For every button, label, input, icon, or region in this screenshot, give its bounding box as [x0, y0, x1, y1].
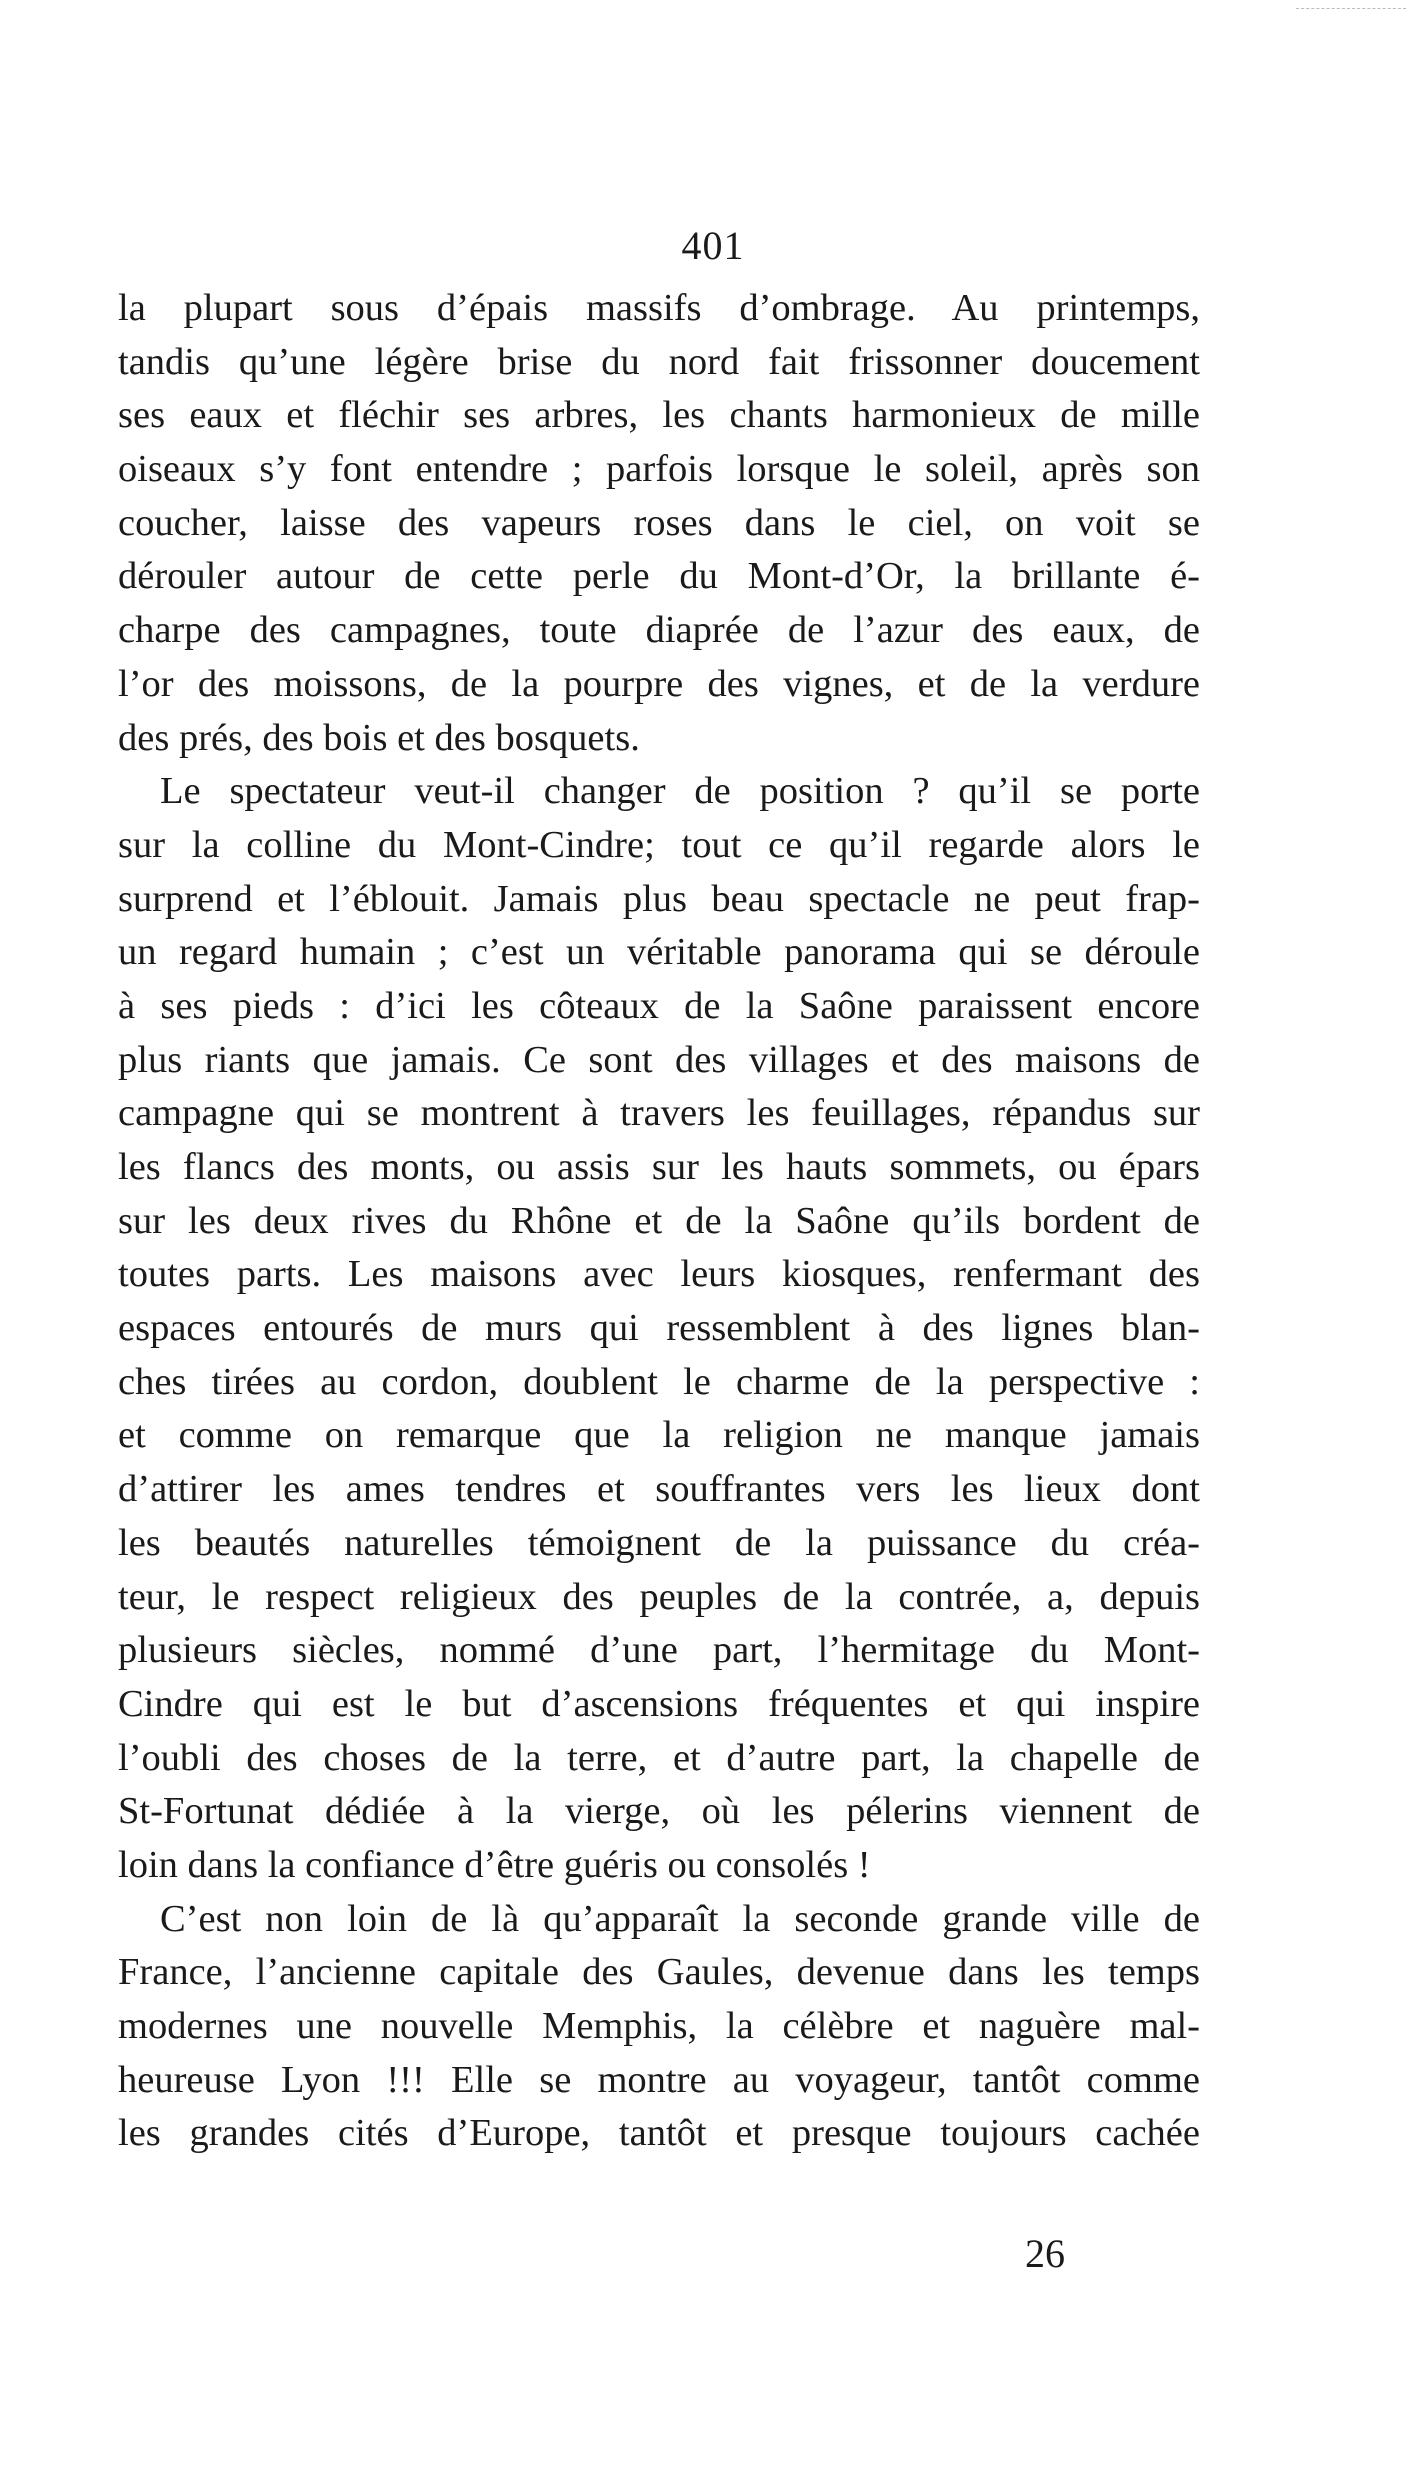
text-line: espaces entourés de murs qui ressemblent à des lignes blan- — [118, 1307, 1200, 1350]
text-line: les grandes cités d’Europe, tantôt et presque toujours cachée — [118, 2112, 1200, 2155]
text-line: et comme on remarque que la religion ne manque jamais — [118, 1414, 1200, 1457]
text-line: charpe des campagnes, toute diaprée de l’azur des eaux, de — [118, 609, 1200, 652]
scan-edge-rule — [1296, 8, 1406, 9]
text-line: coucher, laisse des vapeurs roses dans le ciel, on voit se — [118, 501, 1200, 544]
page-number: 401 — [681, 223, 745, 268]
body-text — [118, 282, 1200, 2161]
text-line: un regard humain ; c’est un véritable panorama qui se déroule — [118, 931, 1200, 974]
text-line: ses eaux et fléchir ses arbres, les chants harmonieux de mille — [118, 394, 1200, 437]
text-line: plusieurs siècles, nommé d’une part, l’hermitage du Mont- — [118, 1629, 1200, 1672]
text-line: la plupart sous d’épais massifs d’ombrage. Au printemps, — [118, 287, 1200, 329]
text-line: campagne qui se montrent à travers les feuillages, répandus sur — [118, 1092, 1200, 1135]
text-line: ches tirées au cordon, doublent le charme de la perspective : — [118, 1360, 1200, 1403]
text-line: Cindre qui est le but d’ascensions fréquentes et qui inspire — [118, 1682, 1200, 1725]
text-line: les beautés naturelles témoignent de la puissance du créa- — [118, 1521, 1200, 1564]
text-line: modernes une nouvelle Memphis, la célèbre et naguère mal- — [118, 2005, 1200, 2047]
text-line: C’est non loin de là qu’apparaît la seconde grande ville de — [160, 1897, 1200, 1940]
text-line: d’attirer les ames tendres et souffrantes vers les lieux dont — [118, 1468, 1200, 1511]
text-line: à ses pieds : d’ici les côteaux de la Saône paraissent encore — [118, 984, 1200, 1027]
text-line: toutes parts. Les maisons avec leurs kiosques, renfermant des — [118, 1253, 1200, 1296]
text-line: l’or des moissons, de la pourpre des vignes, et de la verdure — [118, 662, 1200, 705]
text-line: France, l’ancienne capitale des Gaules, devenue dans les temps — [118, 1951, 1200, 1994]
text-line: Le spectateur veut-il changer de position ? qu’il se porte — [160, 770, 1200, 813]
text-line: l’oubli des choses de la terre, et d’autre part, la chapelle de — [118, 1736, 1200, 1779]
text-line: tandis qu’une légère brise du nord fait frissonner doucement — [118, 340, 1200, 383]
text-line: surprend et l’éblouit. Jamais plus beau spectacle ne peut frap- — [118, 877, 1200, 920]
text-line: St-Fortunat dédiée à la vierge, où les pélerins viennent de — [118, 1790, 1200, 1833]
text-line: dérouler autour de cette perle du Mont-d’Or, la brillante é- — [118, 555, 1200, 598]
text-line: sur les deux rives du Rhône et de la Saône qu’ils bordent de — [118, 1199, 1200, 1242]
text-line: sur la colline du Mont-Cindre; tout ce qu’il regarde alors le — [118, 823, 1200, 866]
text-line: oiseaux s’y font entendre ; parfois lorsque le soleil, après son — [118, 448, 1200, 491]
text-line: heureuse Lyon !!! Elle se montre au voyageur, tantôt comme — [118, 2058, 1200, 2101]
text-line: des prés, des bois et des bosquets. — [118, 716, 640, 759]
signature-mark: 26 — [1025, 2231, 1065, 2276]
text-line: teur, le respect religieux des peuples de la contrée, a, depuis — [118, 1575, 1200, 1618]
text-line: les flancs des monts, ou assis sur les hauts sommets, ou épars — [118, 1146, 1200, 1188]
text-line: plus riants que jamais. Ce sont des villages et des maisons de — [118, 1038, 1200, 1081]
text-line: loin dans la confiance d’être guéris ou consolés ! — [118, 1843, 871, 1886]
